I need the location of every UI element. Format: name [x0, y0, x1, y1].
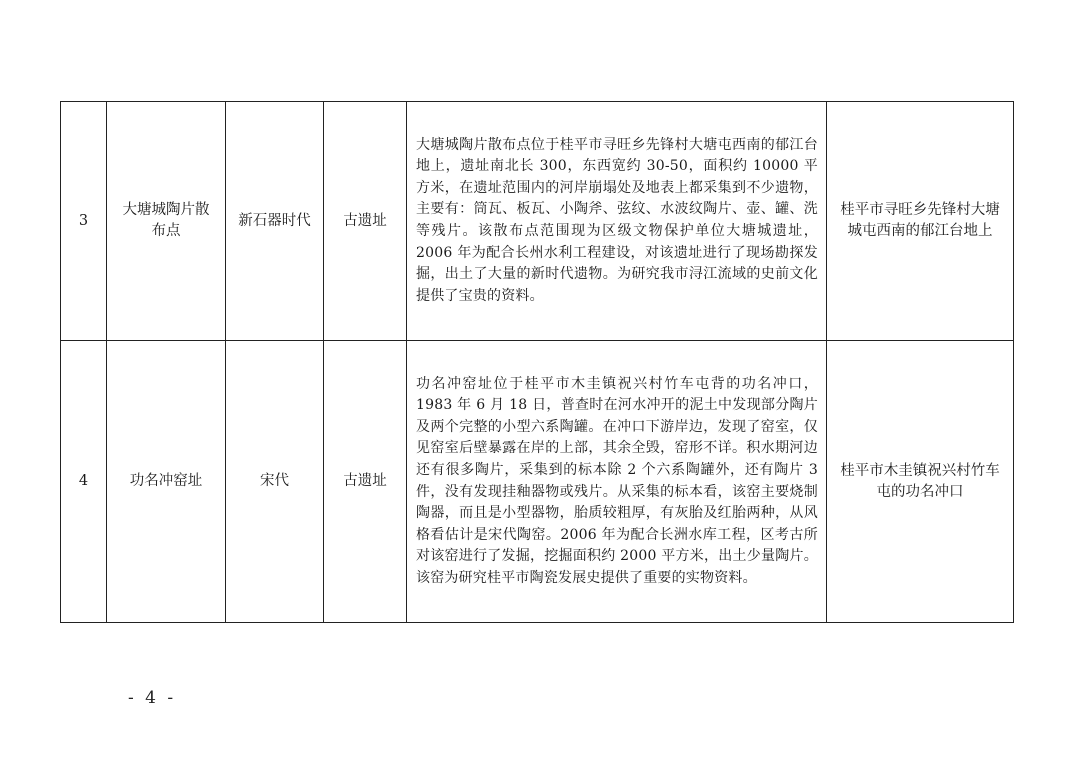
- site-name-cell: 功名冲窑址: [107, 341, 226, 623]
- description-cell: 功名冲窑址位于桂平市木圭镇祝兴村竹车屯背的功名冲口，1983 年 6 月 18 日，普查时在河水冲开的泥土中发现部分陶片及两个完整的小型六系陶罐。在冲口下游岸边，发现了窑室，仅见窑室后壁暴露在岸的上部，其余全毁，窑形不详。积水期河边还有很多陶片，采集到的标本除 2 个六系陶罐外，还有陶片 3 件，没有发现挂釉器物或残片。从采集的标本看，该窑主要烧制陶器，而且是小型器物，胎质较粗厚，有灰胎及红胎两种，从风格看估计是宋代陶窑。2006 年为配合长洲水库工程，区考古所对该窑进行了发掘，挖掘面积约 2000 平方米，出土少量陶片。该窑为研究桂平市陶瓷发展史提供了重要的实物资料。: [407, 341, 827, 623]
- page-number: - 4 -: [128, 688, 177, 708]
- era-cell: 宋代: [226, 341, 324, 623]
- table-row: [61, 102, 1014, 341]
- site-type-cell: 古遗址: [324, 102, 407, 341]
- era-cell: 新石器时代: [226, 102, 324, 341]
- row-number-cell: 4: [61, 341, 107, 623]
- site-name-cell: 大塘城陶片散布点: [107, 102, 226, 341]
- location-cell: 桂平市寻旺乡先锋村大塘城屯西南的郁江台地上: [827, 102, 1014, 341]
- heritage-table: [60, 101, 1014, 623]
- site-type-cell: 古遗址: [324, 341, 407, 623]
- row-number-cell: 3: [61, 102, 107, 341]
- location-cell: 桂平市木圭镇祝兴村竹车屯的功名冲口: [827, 341, 1014, 623]
- description-cell: 大塘城陶片散布点位于桂平市寻旺乡先锋村大塘屯西南的郁江台地上，遗址南北长 300，东西宽约 30-50，面积约 10000 平方米，在遗址范围内的河岸崩塌处及地表上都采集到不少遗物，主要有：筒瓦、板瓦、小陶斧、弦纹、水波纹陶片、壶、罐、洗等残片。该散布点范围现为区级文物保护单位大塘城遗址，2006 年为配合长州水利工程建设，对该遗址进行了现场勘探发掘，出土了大量的新时代遗物。为研究我市浔江流域的史前文化提供了宝贵的资料。: [407, 102, 827, 341]
- table-row: [61, 341, 1014, 623]
